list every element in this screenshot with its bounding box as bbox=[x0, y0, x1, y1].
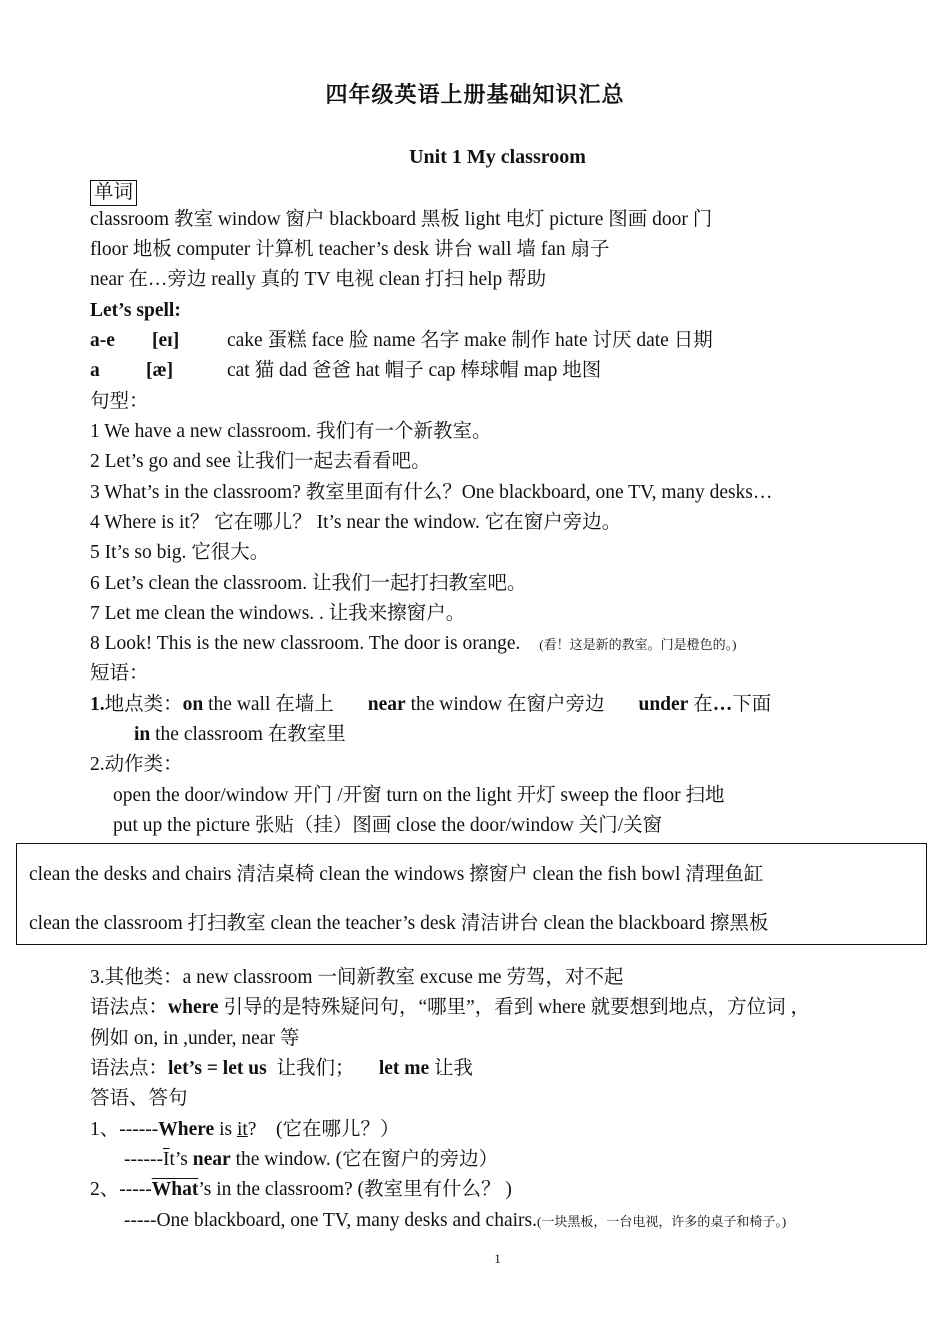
spell-words-a: cat 猫 dad 爸爸 hat 帽子 cap 棒球帽 map 地图 bbox=[227, 360, 602, 381]
grammar-where-cont: 例如 on, in ,under, near 等 bbox=[90, 1028, 300, 1049]
clean-row-2: clean the classroom 打扫教室 clean the teacher’s desk 清洁讲台 clean the blackboard 擦黑板 bbox=[29, 913, 769, 934]
grammar-where-prefix: 语法点： bbox=[90, 997, 169, 1018]
qa-1-where: Where bbox=[158, 1119, 215, 1140]
sentence-8 bbox=[90, 631, 736, 658]
spell-ipa-a: [æ] bbox=[146, 360, 174, 381]
place-head: 1. bbox=[90, 694, 105, 715]
qa-1-tail: ? (它在哪儿？） bbox=[247, 1119, 400, 1140]
qa-2-answer-note: (一块黑板，一台电视，许多的桌子和椅子。) bbox=[537, 1214, 787, 1229]
grammar-lets-bold: let’s = let us bbox=[168, 1058, 267, 1079]
phrase-under-bold: under bbox=[638, 694, 689, 715]
grammar-where-bold: where bbox=[168, 997, 219, 1018]
phrase-under-tail: 下面 bbox=[732, 694, 772, 715]
sentence-1: 1 We have a new classroom. 我们有一个新教室。 bbox=[90, 421, 492, 442]
qa-1-answer-tail: the window. (它在窗户的旁边） bbox=[230, 1149, 499, 1170]
grammar-letme-text: 让我 bbox=[429, 1058, 474, 1079]
other-phrases-row: 3.其他类：a new classroom 一间新教室 excuse me 劳驾，对不起 bbox=[90, 967, 624, 988]
action-head: 2.动作类： bbox=[90, 754, 183, 775]
spell-key-a: a bbox=[90, 360, 100, 381]
sentence-2: 2 Let’s go and see 让我们一起去看看吧。 bbox=[90, 451, 431, 472]
vocab-row-1: classroom 教室 window 窗户 blackboard 黑板 light 电灯 picture 图画 door 门 bbox=[90, 209, 713, 230]
qa-2-answer-text: -----One blackboard, one TV, many desks and chairs. bbox=[124, 1210, 537, 1231]
place-category: 地点类： bbox=[104, 694, 183, 715]
qa-1-answer-I: $\overline{I}$ bbox=[162, 1149, 170, 1170]
place-phrases-row bbox=[90, 692, 771, 718]
phrase-on-bold: on bbox=[182, 694, 204, 715]
grammar-lets-prefix: 语法点： bbox=[90, 1058, 169, 1079]
qa-2-tail: ’s in the classroom? (教室里有什么？ ) bbox=[198, 1179, 512, 1200]
vocab-row-2: floor 地板 computer 计算机 teacher’s desk 讲台 wall 墙 fan 扇子 bbox=[90, 239, 610, 260]
qa-2-answer bbox=[124, 1208, 786, 1235]
qa-1-answer-prefix: ------ bbox=[124, 1149, 163, 1170]
spell-ipa-ae: [eɪ] bbox=[152, 330, 180, 351]
page-number: 1 bbox=[494, 1251, 501, 1266]
qa-1-prefix: 1、------ bbox=[90, 1119, 159, 1140]
clean-row-1: clean the desks and chairs 清洁桌椅 clean the windows 擦窗户 clean the fish bowl 清理鱼缸 bbox=[29, 864, 764, 885]
spell-row-a bbox=[90, 358, 601, 384]
action-row-1: open the door/window 开门 /开窗 turn on the light 开灯 sweep the floor 扫地 bbox=[113, 785, 725, 806]
phrase-on: the wall 在墙上 bbox=[203, 694, 334, 715]
sentence-6: 6 Let’s clean the classroom. 让我们一起打扫教室吧。 bbox=[90, 573, 527, 594]
qa-1-is: is bbox=[214, 1119, 237, 1140]
qa-2-question bbox=[90, 1177, 512, 1203]
spell-row-ae bbox=[90, 328, 713, 354]
phrase-in: the classroom 在教室里 bbox=[150, 724, 346, 745]
page-title: 四年级英语上册基础知识汇总 bbox=[325, 83, 625, 108]
answers-label: 答语、答句 bbox=[90, 1088, 188, 1109]
grammar-where-text: 引导的是特殊疑问句，“哪里”，看到 where 就要想到地点，方位词 ， bbox=[218, 997, 811, 1018]
phrase-under-ellipsis: … bbox=[712, 694, 733, 715]
qa-1-answer-ts: t’s bbox=[169, 1149, 193, 1170]
phrase-under: 在 bbox=[688, 694, 713, 715]
unit-heading: Unit 1 My classroom bbox=[409, 146, 586, 168]
phrase-near: the window 在窗户旁边 bbox=[405, 694, 605, 715]
sentences-label: 句型： bbox=[90, 391, 149, 412]
sentence-3: 3 What’s in the classroom? 教室里面有什么？One blackboard, one TV, many desks… bbox=[90, 482, 773, 503]
spell-words-ae: cake 蛋糕 face 脸 name 名字 make 制作 hate 讨厌 date 日期 bbox=[227, 330, 713, 351]
qa-1-question bbox=[90, 1117, 399, 1143]
qa-2-prefix: 2、----- bbox=[90, 1179, 152, 1200]
action-row-2: put up the picture 张贴（挂）图画 close the door/window 关门/关窗 bbox=[113, 815, 663, 836]
qa-1-answer bbox=[124, 1147, 498, 1173]
phrases-label: 短语： bbox=[90, 663, 149, 684]
phrase-near-bold: near bbox=[367, 694, 406, 715]
sentence-8-note: (看！这是新的教室。门是橙色的。) bbox=[539, 637, 737, 652]
vocab-row-3: near 在…旁边 really 真的 TV 电视 clean 打扫 help 帮助 bbox=[90, 269, 547, 290]
grammar-lets bbox=[90, 1056, 473, 1082]
spell-key-ae: a-e bbox=[90, 330, 115, 351]
grammar-lets-mid: 让我们； bbox=[266, 1058, 379, 1079]
phrase-in-bold: in bbox=[134, 724, 151, 745]
qa-1-answer-near: near bbox=[192, 1149, 231, 1170]
spell-label: Let’s spell: bbox=[90, 300, 181, 321]
place-phrases-row-2 bbox=[134, 722, 346, 748]
qa-1-it: it bbox=[236, 1119, 248, 1140]
qa-2-what: What bbox=[151, 1179, 199, 1200]
sentence-7: 7 Let me clean the windows. . 让我来擦窗户。 bbox=[90, 603, 466, 624]
grammar-letme-bold: let me bbox=[378, 1058, 430, 1079]
vocab-label-line bbox=[90, 180, 137, 206]
vocab-label: 单词 bbox=[90, 180, 137, 206]
sentence-8-text: 8 Look! This is the new classroom. The door is orange. bbox=[90, 633, 521, 654]
sentence-5: 5 It’s so big. 它很大。 bbox=[90, 542, 270, 563]
sentence-4: 4 Where is it？ 它在哪儿？ It’s near the window. 它在窗户旁边。 bbox=[90, 512, 622, 533]
grammar-where bbox=[90, 995, 810, 1021]
clean-phrases-box bbox=[16, 843, 927, 945]
